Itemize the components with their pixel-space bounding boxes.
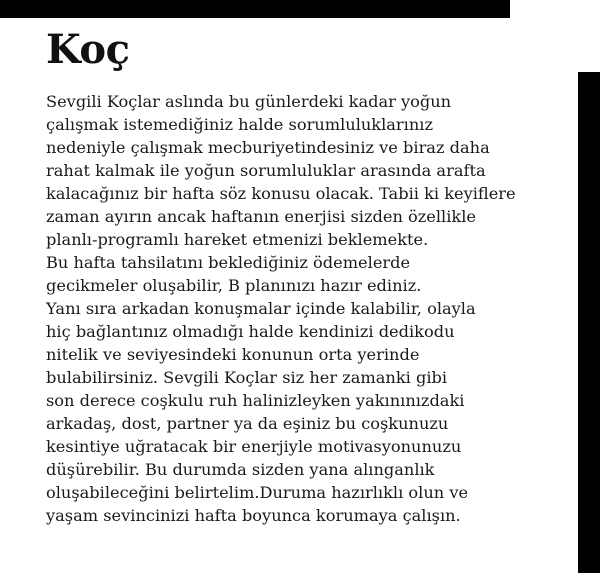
top-black-bar bbox=[0, 0, 510, 18]
text-line: Yanı sıra arkadan konuşmalar içinde kalabilir, olayla bbox=[46, 299, 476, 318]
text-line: son derece coşkulu ruh halinizleyken yakınınızdaki bbox=[46, 391, 465, 410]
text-line: nitelik ve seviyesindeki konunun orta yerinde bbox=[46, 345, 420, 364]
page-title: Koç bbox=[46, 26, 130, 73]
text-line: çalışmak istemediğiniz halde sorumluluklarınız bbox=[46, 115, 433, 134]
text-line: oluşabileceğini belirtelim.Duruma hazırlıklı olun ve bbox=[46, 483, 469, 502]
text-line: hiç bağlantınız olmadığı halde kendinizi dedikodu bbox=[46, 322, 455, 341]
text-line: gecikmeler oluşabilir, B planınızı hazır ediniz. bbox=[46, 276, 422, 295]
text-line: nedeniyle çalışmak mecburiyetindesiniz ve biraz daha bbox=[46, 138, 490, 157]
text-line: kesintiye uğratacak bir enerjiyle motivasyonunuzu bbox=[46, 437, 462, 456]
text-line: planlı-programlı hareket etmenizi beklemekte. bbox=[46, 230, 429, 249]
text-line: arkadaş, dost, partner ya da eşiniz bu coşkunuzu bbox=[46, 414, 449, 433]
text-line: bulabilirsiniz. Sevgili Koçlar siz her zamanki gibi bbox=[46, 368, 448, 387]
text-line: kalacağınız bir hafta söz konusu olacak. Tabii ki keyiflere bbox=[46, 184, 516, 203]
text-line: düşürebilir. Bu durumda sizden yana alınganlık bbox=[46, 460, 435, 479]
text-line: yaşam sevincinizi hafta boyunca korumaya çalışın. bbox=[46, 506, 461, 525]
horoscope-text bbox=[46, 90, 576, 527]
text-line: zaman ayırın ancak haftanın enerjisi sizden özellikle bbox=[46, 207, 476, 226]
right-black-bar bbox=[578, 72, 600, 573]
text-line: rahat kalmak ile yoğun sorumluluklar arasında arafta bbox=[46, 161, 486, 180]
text-line: Sevgili Koçlar aslında bu günlerdeki kadar yoğun bbox=[46, 92, 452, 111]
text-line: Bu hafta tahsilatını beklediğiniz ödemelerde bbox=[46, 253, 411, 272]
